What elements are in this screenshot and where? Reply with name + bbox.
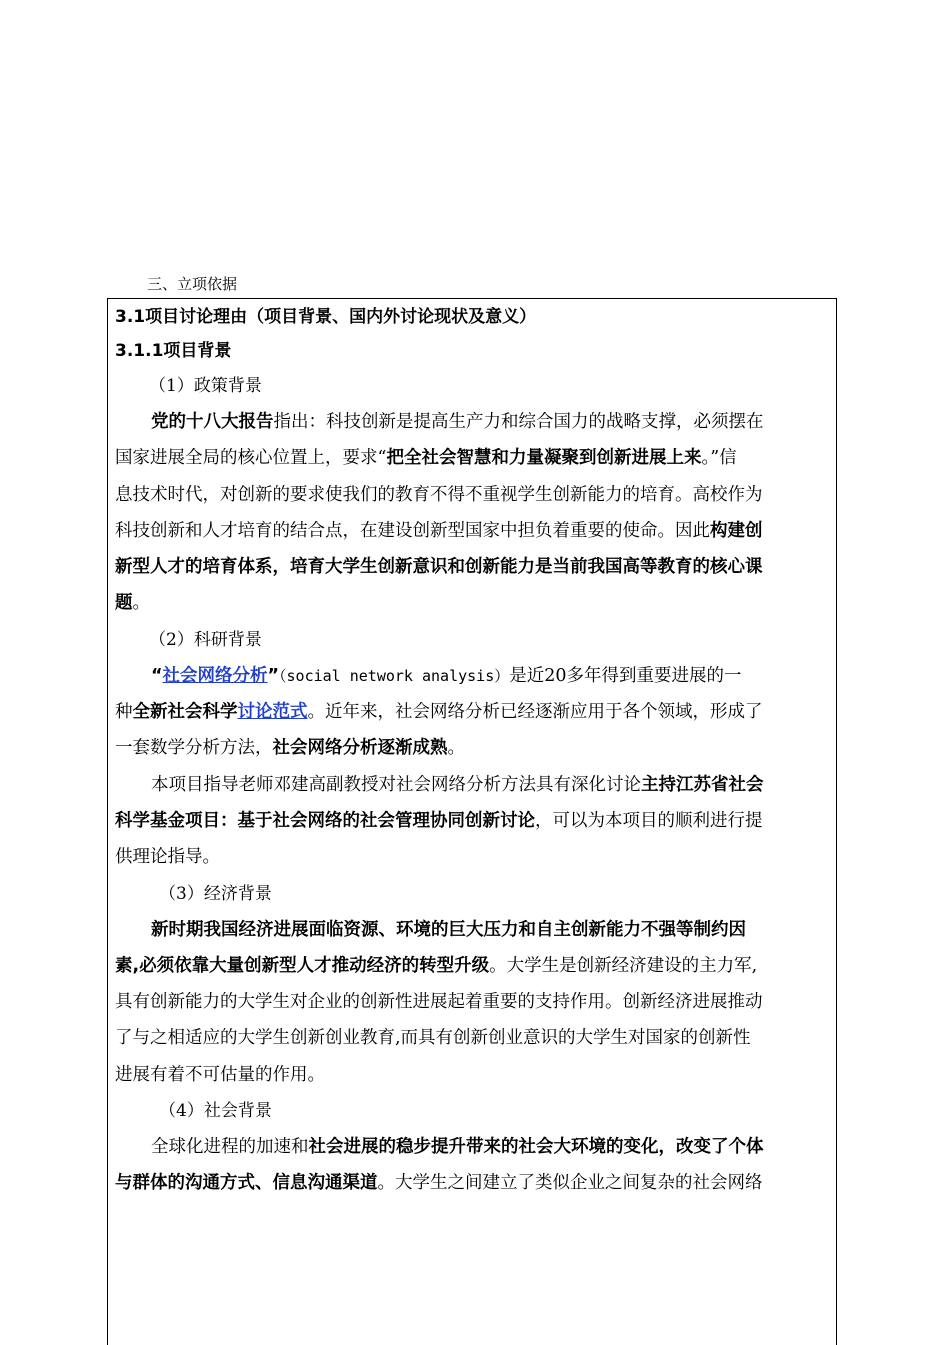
paragraph-line	[115, 948, 827, 984]
paragraph-line: 息技术时代，对创新的要求使我们的教育不得不重视学生创新能力的培育。高校作为	[115, 484, 763, 505]
link-research-paradigm[interactable]: 讨论范式	[237, 702, 308, 723]
paragraph-line	[115, 912, 827, 948]
bold-text: 素,必须依靠大量创新型人才推动经济的转型升级	[115, 955, 490, 976]
english-term: （social network analysis）	[279, 666, 510, 685]
paragraph-line	[115, 404, 827, 440]
bold-text: 新型人才的培育体系，培育大学生创新意识和创新能力是当前我国高等教育的核心课	[115, 557, 763, 578]
subheading-economy: （3）经济背景	[159, 883, 272, 904]
document-body	[115, 300, 827, 1202]
paragraph-line: 进展有着不可估量的作用。	[115, 1064, 325, 1085]
paragraph-line	[115, 585, 827, 621]
paragraph-line	[115, 767, 827, 803]
paragraph-line: 具有创新能力的大学生对企业的创新性进展起着重要的支持作用。创新经济进展推动	[115, 992, 763, 1013]
bold-text: 与群体的沟通方式、信息沟通渠道	[115, 1173, 378, 1194]
bold-text: 题	[115, 593, 133, 614]
text: 。	[132, 593, 150, 614]
link-social-network-analysis[interactable]: 社会网络分析	[162, 665, 268, 686]
bold-text: 构建创	[710, 520, 763, 541]
paragraph-line	[115, 549, 827, 585]
text: 。	[447, 738, 465, 759]
text: 全球化进程的加速和	[151, 1137, 309, 1158]
text: 一套数学分析方法，	[115, 738, 273, 759]
subheading-society: （4）社会背景	[159, 1101, 272, 1122]
paragraph-line	[115, 803, 827, 839]
text: 。”信	[701, 448, 737, 469]
paragraph-line	[115, 694, 827, 730]
text: 。大学生之间建立了类似企业之间复杂的社会网络	[377, 1173, 763, 1194]
bold-text: 社会网络分析逐渐成熟	[272, 738, 448, 759]
subheading-policy: （1）政策背景	[149, 376, 262, 396]
text: 国家进展全局的核心位置上，要求“	[115, 448, 387, 469]
bold-text: 新时期我国经济进展面临资源、环境的巨大压力和自主创新能力不强等制约因	[151, 919, 746, 940]
paragraph-line	[115, 658, 827, 694]
bold-text: ”	[267, 665, 280, 686]
text: ，可以为本项目的顺利进行提	[535, 810, 763, 831]
paragraph-line	[115, 513, 827, 549]
paragraph-line: 了与之相适应的大学生创新创业教育,而具有创新创业意识的大学生对国家的创新性	[115, 1028, 751, 1049]
text: 指出：科技创新是提高生产力和综合国力的战略支撑，必须摆在	[273, 412, 764, 432]
section-label: 三、立项依据	[147, 275, 238, 293]
bold-text: “	[151, 665, 163, 686]
text: 。大学生是创新经济建设的主力军,	[489, 955, 758, 976]
paragraph-line	[115, 440, 827, 476]
heading-project-background: 3.1.1项目背景	[115, 341, 232, 361]
bold-text: 社会进展的稳步提升带来的社会大环境的变化，改变了个体	[308, 1137, 764, 1158]
bold-text: 党的十八大报告	[151, 412, 274, 432]
bold-text: 主持江苏省社会	[641, 774, 764, 795]
paragraph-line: 供理论指导。	[115, 847, 220, 868]
bold-text: 科学基金项目：基于社会网络的社会管理协同创新讨论	[115, 810, 535, 831]
subheading-research: （2）科研背景	[149, 629, 262, 650]
text: 是近20多年得到重要进展的一	[509, 665, 742, 686]
paragraph-line	[115, 1165, 827, 1201]
text: 本项目指导老师邓建高副教授对社会网络分析方法具有深化讨论	[151, 774, 641, 795]
heading-project-reason: 3.1项目讨论理由（项目背景、国内外讨论现状及意义）	[115, 307, 537, 327]
text: 种	[115, 702, 133, 723]
bold-text: 全新社会科学	[132, 702, 238, 723]
paragraph-line	[115, 1129, 827, 1165]
text: 。近年来，社会网络分析已经逐渐应用于各个领域，形成了	[307, 702, 763, 723]
text: 科技创新和人才培育的结合点，在建设创新型国家中担负着重要的使命。因此	[115, 520, 710, 541]
bold-text: 把全社会智慧和力量凝聚到创新进展上来	[386, 448, 702, 469]
paragraph-line	[115, 730, 827, 766]
